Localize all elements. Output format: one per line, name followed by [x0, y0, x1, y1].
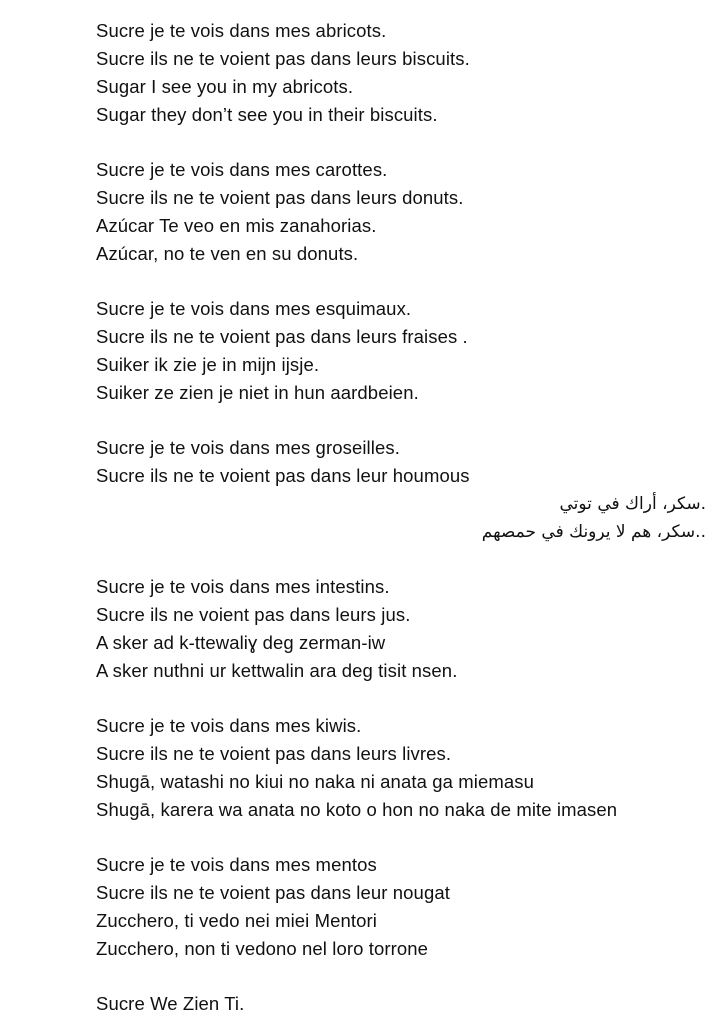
poem-line: Sucre je te vois dans mes kiwis. [96, 715, 362, 736]
poem-line: Sugar I see you in my abricots. [96, 76, 354, 97]
stanza-1 [96, 17, 706, 129]
poem-line: Sucre ils ne te voient pas dans leurs donuts. [96, 187, 464, 208]
poem-line: Shugā, karera wa anata no koto o hon no naka de mite imasen [96, 799, 618, 820]
poem-line: Sucre ils ne te voient pas dans leur houmous [96, 465, 470, 486]
poem-line-arabic: .سكر، أراك في توتي [559, 494, 706, 514]
stanza-6 [96, 712, 706, 824]
poem-line: Sucre ils ne te voient pas dans leur nougat [96, 882, 450, 903]
poem-line: Sucre ils ne te voient pas dans leurs biscuits. [96, 48, 470, 69]
poem-line: Sucre je te vois dans mes esquimaux. [96, 298, 412, 319]
poem-line: Sucre ils ne voient pas dans leurs jus. [96, 604, 411, 625]
poem-line: Azúcar Te veo en mis zanahorias. [96, 215, 377, 236]
poem-line: Sucre je te vois dans mes abricots. [96, 20, 387, 41]
poem-line: Sugar they don’t see you in their biscuits. [96, 104, 438, 125]
stanza-3 [96, 295, 706, 407]
poem-line: Shugā, watashi no kiui no naka ni anata ga miemasu [96, 771, 534, 792]
poem-line: Sucre je te vois dans mes mentos [96, 854, 377, 875]
poem-line-arabic: ..سكر، هم لا يرونك في حمصهم [481, 522, 706, 542]
poem-line: A sker nuthni ur kettwalin ara deg tisit nsen. [96, 660, 458, 681]
poem-line: Azúcar, no te ven en su donuts. [96, 243, 359, 264]
poem-line: Suiker ze zien je niet in hun aardbeien. [96, 382, 419, 403]
poem-line: Suiker ik zie je in mijn ijsje. [96, 354, 320, 375]
stanza-7 [96, 851, 706, 963]
stanza-2 [96, 156, 706, 268]
poem-body [96, 17, 706, 1018]
stanza-4 [96, 434, 706, 546]
closing-line: Sucre We Zien Ti. [96, 993, 245, 1014]
poem-line: Sucre je te vois dans mes groseilles. [96, 437, 400, 458]
poem-line: A sker ad k-ttewaliɣ deg zerman-iw [96, 632, 386, 653]
poem-line: Sucre je te vois dans mes intestins. [96, 576, 390, 597]
poem-line: Zucchero, ti vedo nei miei Mentori [96, 910, 378, 931]
poem-line: Sucre ils ne te voient pas dans leurs livres. [96, 743, 452, 764]
poem-line: Sucre ils ne te voient pas dans leurs fraises . [96, 326, 468, 347]
stanza-5 [96, 573, 706, 685]
poem-line: Sucre je te vois dans mes carottes. [96, 159, 388, 180]
poem-line: Zucchero, non ti vedono nel loro torrone [96, 938, 429, 959]
